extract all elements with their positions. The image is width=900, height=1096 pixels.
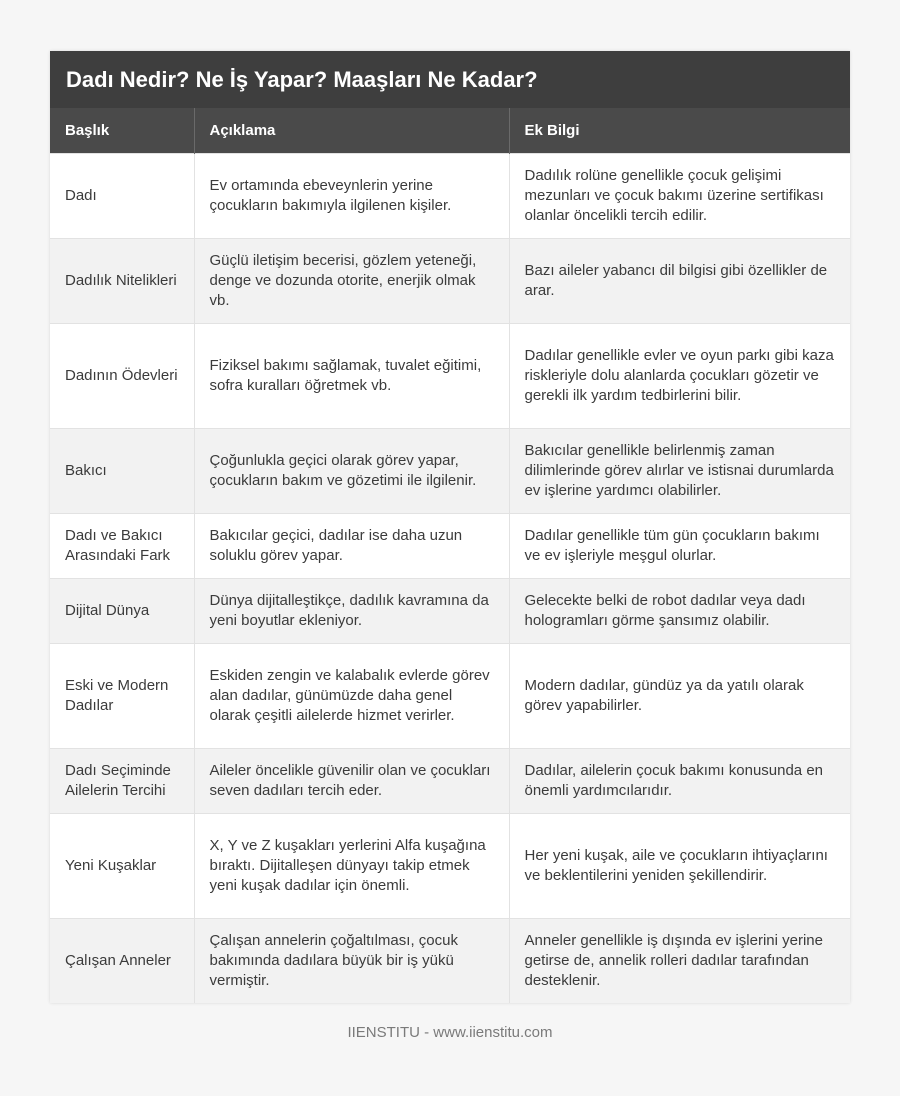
cell-baslik: Yeni Kuşaklar — [50, 813, 194, 918]
cell-aciklama: Fiziksel bakımı sağlamak, tuvalet eğitimi, sofra kuralları öğretmek vb. — [194, 323, 509, 428]
table-row — [50, 323, 850, 428]
cell-ek-bilgi: Dadılık rolüne genellikle çocuk gelişimi mezunları ve çocuk bakımı üzerine sertifikası olanlar öncelikli tercih edilir. — [509, 153, 850, 238]
cell-aciklama: Aileler öncelikle güvenilir olan ve çocukları seven dadıları tercih eder. — [194, 748, 509, 813]
cell-ek-bilgi: Gelecekte belki de robot dadılar veya dadı hologramları görme şansımız olabilir. — [509, 578, 850, 643]
column-header-ek-bilgi: Ek Bilgi — [509, 108, 850, 153]
cell-ek-bilgi: Bazı aileler yabancı dil bilgisi gibi özellikler de arar. — [509, 238, 850, 323]
cell-aciklama: Bakıcılar geçici, dadılar ise daha uzun soluklu görev yapar. — [194, 513, 509, 578]
table-row — [50, 643, 850, 748]
table-row — [50, 153, 850, 238]
cell-baslik: Dijital Dünya — [50, 578, 194, 643]
cell-ek-bilgi: Dadılar genellikle evler ve oyun parkı gibi kaza riskleriyle dolu alanlarda çocukları gözetir ve gerekli ilk yardım tedbirlerini bilir. — [509, 323, 850, 428]
table-row — [50, 578, 850, 643]
cell-aciklama: Çalışan annelerin çoğaltılması, çocuk bakımında dadılara büyük bir iş yükü vermiştir. — [194, 918, 509, 1003]
table-title: Dadı Nedir? Ne İş Yapar? Maaşları Ne Kadar? — [50, 51, 850, 108]
cell-ek-bilgi: Bakıcılar genellikle belirlenmiş zaman dilimlerinde görev alırlar ve istisnai durumlarda ev işlerine yardımcı olabilirler. — [509, 428, 850, 513]
cell-aciklama: Çoğunlukla geçici olarak görev yapar, çocukların bakım ve gözetimi ile ilgilenir. — [194, 428, 509, 513]
header-row — [50, 108, 850, 153]
cell-baslik: Dadının Ödevleri — [50, 323, 194, 428]
cell-aciklama: Güçlü iletişim becerisi, gözlem yeteneği, denge ve dozunda otorite, enerjik olmak vb. — [194, 238, 509, 323]
cell-baslik: Dadı ve Bakıcı Arasındaki Fark — [50, 513, 194, 578]
cell-aciklama: Eskiden zengin ve kalabalık evlerde görev alan dadılar, günümüzde daha genel olarak çeşitli ailelerde hizmet verirler. — [194, 643, 509, 748]
cell-ek-bilgi: Anneler genellikle iş dışında ev işlerini yerine getirse de, annelik rolleri dadılar tarafından desteklenir. — [509, 918, 850, 1003]
cell-baslik: Dadı — [50, 153, 194, 238]
table-card — [50, 51, 850, 1003]
footer-credit: IIENSTITU - www.iienstitu.com — [347, 1024, 553, 1041]
table-row — [50, 238, 850, 323]
table-row — [50, 918, 850, 1003]
table-row — [50, 748, 850, 813]
cell-aciklama: Ev ortamında ebeveynlerin yerine çocukların bakımıyla ilgilenen kişiler. — [194, 153, 509, 238]
data-table — [50, 108, 850, 1003]
table-row — [50, 513, 850, 578]
cell-ek-bilgi: Dadılar, ailelerin çocuk bakımı konusunda en önemli yardımcılarıdır. — [509, 748, 850, 813]
table-row — [50, 813, 850, 918]
column-header-baslik: Başlık — [65, 121, 110, 139]
cell-ek-bilgi: Dadılar genellikle tüm gün çocukların bakımı ve ev işleriyle meşgul olurlar. — [509, 513, 850, 578]
cell-baslik: Eski ve Modern Dadılar — [50, 643, 194, 748]
cell-aciklama: Dünya dijitalleştikçe, dadılık kavramına da yeni boyutlar ekleniyor. — [194, 578, 509, 643]
cell-baslik: Dadılık Nitelikleri — [50, 238, 194, 323]
column-header-aciklama: Açıklama — [194, 108, 509, 153]
cell-ek-bilgi: Modern dadılar, gündüz ya da yatılı olarak görev yapabilirler. — [509, 643, 850, 748]
cell-baslik: Dadı Seçiminde Ailelerin Tercihi — [50, 748, 194, 813]
cell-baslik: Bakıcı — [50, 428, 194, 513]
table-row — [50, 428, 850, 513]
cell-baslik: Çalışan Anneler — [50, 918, 194, 1003]
cell-aciklama: X, Y ve Z kuşakları yerlerini Alfa kuşağına bıraktı. Dijitalleşen dünyayı takip etmek yeni kuşak dadılar için önemli. — [194, 813, 509, 918]
cell-ek-bilgi: Her yeni kuşak, aile ve çocukların ihtiyaçlarını ve beklentilerini yeniden şekillendirir. — [509, 813, 850, 918]
